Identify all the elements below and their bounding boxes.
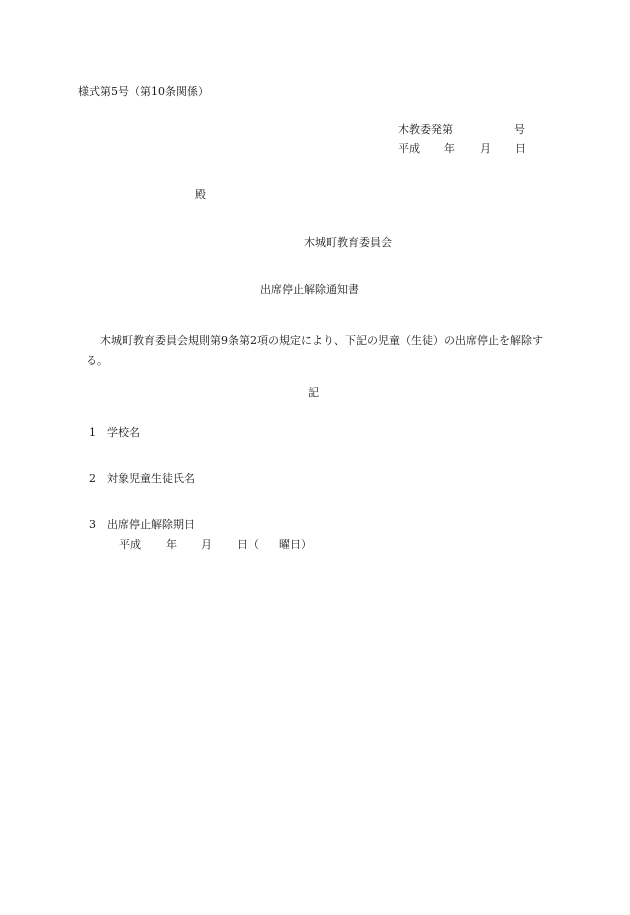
ki-label: 記 — [308, 386, 319, 399]
release-date-weekday-unit: 曜日） — [279, 538, 312, 551]
document-title: 出席停止解除通知書 — [260, 283, 359, 296]
item-2-number: 2 — [89, 472, 96, 485]
item-1-number: 1 — [89, 426, 96, 439]
addressee-honorific: 殿 — [195, 188, 206, 201]
item-3-label: 出席停止解除期日 — [107, 518, 195, 531]
body-paragraph — [86, 331, 556, 371]
release-date-day-unit: 日（ — [237, 538, 259, 551]
form-label: 様式第5号（第10条関係） — [78, 85, 209, 98]
issue-date-month-unit: 月 — [480, 142, 491, 155]
release-date-year-unit: 年 — [166, 538, 177, 551]
issue-date-era: 平成 — [398, 142, 420, 155]
doc-number-suffix: 号 — [514, 123, 525, 136]
release-date-month-unit: 月 — [201, 538, 212, 551]
item-2-label: 対象児童生徒氏名 — [107, 472, 195, 485]
item-1-label: 学校名 — [107, 426, 140, 439]
body-text: 木城町教育委員会規則第9条第2項の規定により、下記の児童（生徒）の出席停止を解除する。 — [86, 334, 543, 367]
item-3-number: 3 — [89, 518, 96, 531]
issue-date-day-unit: 日 — [515, 142, 526, 155]
doc-number-prefix: 木教委発第 — [398, 123, 453, 136]
release-date-era: 平成 — [119, 538, 141, 551]
issue-date-year-unit: 年 — [444, 142, 455, 155]
issuer-name: 木城町教育委員会 — [304, 236, 392, 249]
